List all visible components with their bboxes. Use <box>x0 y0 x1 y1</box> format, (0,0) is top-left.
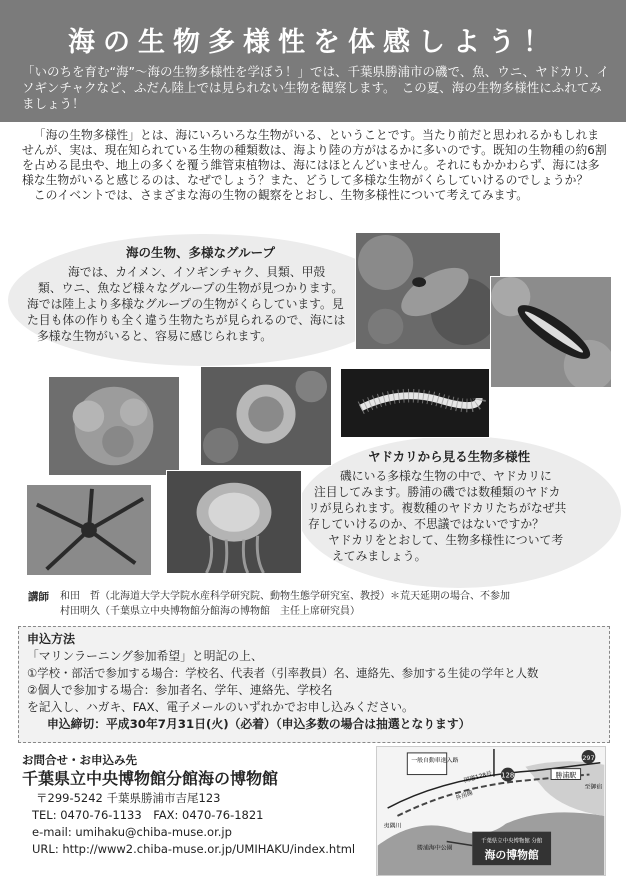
map-parking: 一般自動車進入路 <box>411 757 459 764</box>
application-line-2: ①学校・部活で参加する場合：学校名、代表者（引率教員）名、連絡先、参加する生徒の学年と人数 <box>27 666 539 680</box>
intro-paragraph-2: このイベントでは、さまざまな海の生物の観察をとおし、生物多様性について考えてみます。 <box>33 188 529 202</box>
application-line-1: 「マリンラーニング参加希望」と明記の上、 <box>27 649 263 663</box>
map-museum-sub: 千葉県立中央博物館 分館 <box>481 838 543 845</box>
map-route-297: 297 <box>582 753 595 762</box>
photo-anemone <box>48 376 180 476</box>
intro-section <box>22 128 607 203</box>
instructors-label: 講師 <box>28 591 49 603</box>
section-crab-line-6: えてみましょう。 <box>332 549 427 563</box>
application-line-3: ②個人で参加する場合：参加者名、学年、連絡先、学校名 <box>27 683 333 697</box>
page-title: 海の生物多様性を体感しよう！ <box>68 27 558 58</box>
section-crab-line-2: 注目してみます。勝浦の磯では数種類のヤドカ <box>314 485 561 499</box>
photo-worm <box>340 368 490 438</box>
contact-tel-fax: TEL: 0470-76-1133 FAX: 0470-76-1821 <box>32 808 264 822</box>
application-deadline: 申込締切：平成30年7月31日(火)（必着）（申込多数の場合は抽選となります） <box>47 717 471 731</box>
intro-paragraph-1: 「海の生物多様性」とは、海にいろいろな生物がいる、ということです。当たり前だと思われるかもしれませんが、実は、現在知られている生物の種類数は、海より陸の方がはるかに多いのです。既知の生物種の約6割を占める昆虫や、地上の多くを覆う維管束植物は、海にはほとんどいません。それにもかかわらず、海には多様な生物がいると感じるのは、なぜでしょう？また、どうして多様な生物がくらしていけるのでしょうか？ <box>22 128 607 187</box>
instructor-1: 和田 哲（北海道大学大学院水産科学研究院、動物生態学研究室、教授）＊荒天延期の場合、不参加 <box>60 591 510 602</box>
section-title-groups: 海の生物、多様なグループ <box>126 245 276 260</box>
map-route-128: 128 <box>501 771 515 780</box>
contact-address: 〒299-5242 千葉県勝浦市吉尾123 <box>36 791 221 805</box>
photo-crab-in-water <box>200 366 332 466</box>
application-title: 申込方法 <box>27 632 76 646</box>
instructor-2: 村田明久（千葉県立中央博物館分館海の博物館 主任上席研究員） <box>60 606 360 617</box>
photo-jellyfish <box>166 470 302 574</box>
access-map <box>376 746 606 876</box>
map-rail-label: 外房線 <box>455 790 474 803</box>
map-museum: 海の博物館 <box>484 848 539 862</box>
photo-fish <box>355 232 501 350</box>
section-crab-line-5: ヤドカリをとおして、生物多様性について考 <box>328 533 564 547</box>
map-toward: 至御宿 <box>584 784 603 791</box>
map-station: 勝浦駅 <box>555 771 577 780</box>
lead-text: 「いのちを育む“海”〜海の生物多様性を学ぼう！」では、千葉県勝浦市の磯で、魚、ウニ、ヤドカリ、イソギンチャクなど、ふだん陸上では見られない生物を観察します。 この夏、海の生物多様性にふれてみましょう！ <box>22 64 610 111</box>
application-line-4: を記入し、ハガキ、FAX、電子メールのいずれかでお申し込みください。 <box>27 700 414 714</box>
section-groups-line-2: 類、ウニ、魚など様々なグループの生物が見つかります。 <box>38 281 344 295</box>
map-park: 勝浦海中公園 <box>417 845 453 852</box>
contact-label: お問合せ・お申込み先 <box>22 753 137 767</box>
application-box <box>18 626 610 743</box>
header-banner <box>0 0 626 122</box>
photo-brittle-star <box>26 484 152 576</box>
section-groups-line-1: 海では、カイメン、イソギンチャク、貝類、甲殻 <box>68 265 326 279</box>
section-groups-line-3: 海では陸上より多様なグループの生物がくらしています。見 <box>27 297 344 311</box>
map-highway: 国道128号 <box>463 771 493 785</box>
photo-nudibranch <box>490 276 612 388</box>
section-crab-line-3: リが見られます。複数種のヤドカリたちがなぜ共 <box>308 501 567 515</box>
section-title-hermit-crab: ヤドカリから見る生物多様性 <box>368 449 531 464</box>
section-crab-line-4: 存していけるのか、不思議ではないですか？ <box>308 517 544 531</box>
map-river: 夷隅川 <box>383 823 402 830</box>
contact-email[interactable]: e-mail: umihaku@chiba-muse.or.jp <box>32 825 232 839</box>
contact-url[interactable]: URL: http://www2.chiba-muse.or.jp/UMIHAKU/index.html <box>32 842 356 856</box>
contact-section <box>22 752 372 858</box>
contact-name: 千葉県立中央博物館分館海の博物館 <box>22 769 279 788</box>
section-crab-line-1: 磯にいる多様な生物の中で、ヤドカリに <box>340 469 552 483</box>
section-groups-line-5: 多様な生物がいると、容易に感じられます。 <box>37 329 272 343</box>
section-groups-line-4: た目も体の作りも全く違う生物たちが見られるので、海には <box>27 313 346 327</box>
